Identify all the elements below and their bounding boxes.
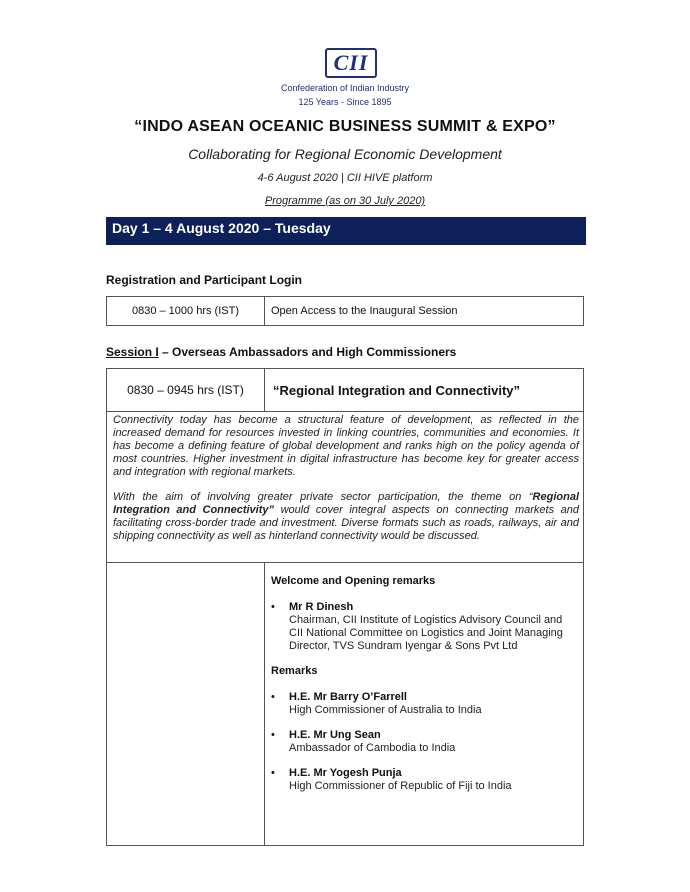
day-banner-label: Day 1 – 4 August 2020 – Tuesday [112,220,331,236]
document-subtitle: Collaborating for Regional Economic Development [188,146,502,162]
bullet-icon: • [271,601,275,613]
list-item [271,729,579,755]
list-item [271,691,579,717]
logo-text: CII [333,50,369,75]
welcome-heading: Welcome and Opening remarks [271,575,436,587]
bullet-icon: • [271,729,275,741]
speakers-time-cell [107,563,265,846]
registration-heading: Registration and Participant Login [106,273,303,287]
list-item [271,601,579,653]
session-label: Session I [106,345,159,359]
registration-table [106,296,584,326]
document-title: “INDO ASEAN OCEANIC BUSINESS SUMMIT & EXPO” [134,118,556,135]
registration-description: Open Access to the Inaugural Session [265,297,584,326]
description-paragraph: Connectivity today has become a structural feature of development, as reflected in the increased demand for resources invested in linking countries, communities and economies. It has become a defining feature of global development and ranks high on the policy agenda of most countries. Higher investment in digital infrastructure has become key for greater access and integration with regional markets. [113,414,579,478]
session-theme: “Regional Integration and Connectivity” [265,369,584,412]
speaker-name: Mr R Dinesh [289,601,354,613]
table-row [107,369,584,412]
speaker-role: High Commissioner of Republic of Fiji to India [289,780,512,792]
bullet-icon: • [271,691,275,703]
cii-logo [325,48,377,78]
org-name: Confederation of Indian Industry [280,83,410,93]
registration-time: 0830 – 1000 hrs (IST) [107,297,265,326]
description-paragraph [113,491,579,543]
para-theme-bold: Regional Integration and Connectivity” [113,491,579,516]
session-table [106,368,584,846]
para-text: would cover integral aspects on connecting markets and facilitating cross-border trade and investment. Diverse formats such as roads, railways, air and shipping connectivity as well as hinterland connectivity would be discussed. [113,504,579,542]
remarks-heading: Remarks [271,665,318,677]
event-dateline: 4-6 August 2020 | CII HIVE platform [257,172,433,184]
table-row [107,297,584,326]
table-row [107,412,584,563]
speaker-role: Ambassador of Cambodia to India [289,742,456,754]
org-tagline: 125 Years - Since 1895 [298,97,392,107]
speaker-name: H.E. Mr Yogesh Punja [289,767,402,779]
session-description [107,412,584,563]
table-row [107,563,584,846]
para-text: With the aim of involving greater private sector participation, the theme on “ [113,491,533,503]
session-heading [106,345,456,359]
speakers-cell [265,563,584,846]
day-banner [106,217,586,245]
session-time: 0830 – 0945 hrs (IST) [107,369,265,412]
bullet-icon: • [271,767,275,779]
session-heading-text: – Overseas Ambassadors and High Commissioners [158,345,457,359]
speaker-role: Chairman, CII Institute of Logistics Advisory Council and CII National Committee on Logistics and Joint Managing Director, TVS Sundram Iyengar & Sons Pvt Ltd [289,614,563,652]
list-item [271,767,579,793]
speaker-name: H.E. Mr Ung Sean [289,729,381,741]
programme-note: Programme (as on 30 July 2020) [264,195,426,207]
speaker-role: High Commissioner of Australia to India [289,704,482,716]
speaker-name: H.E. Mr Barry O’Farrell [289,691,407,703]
